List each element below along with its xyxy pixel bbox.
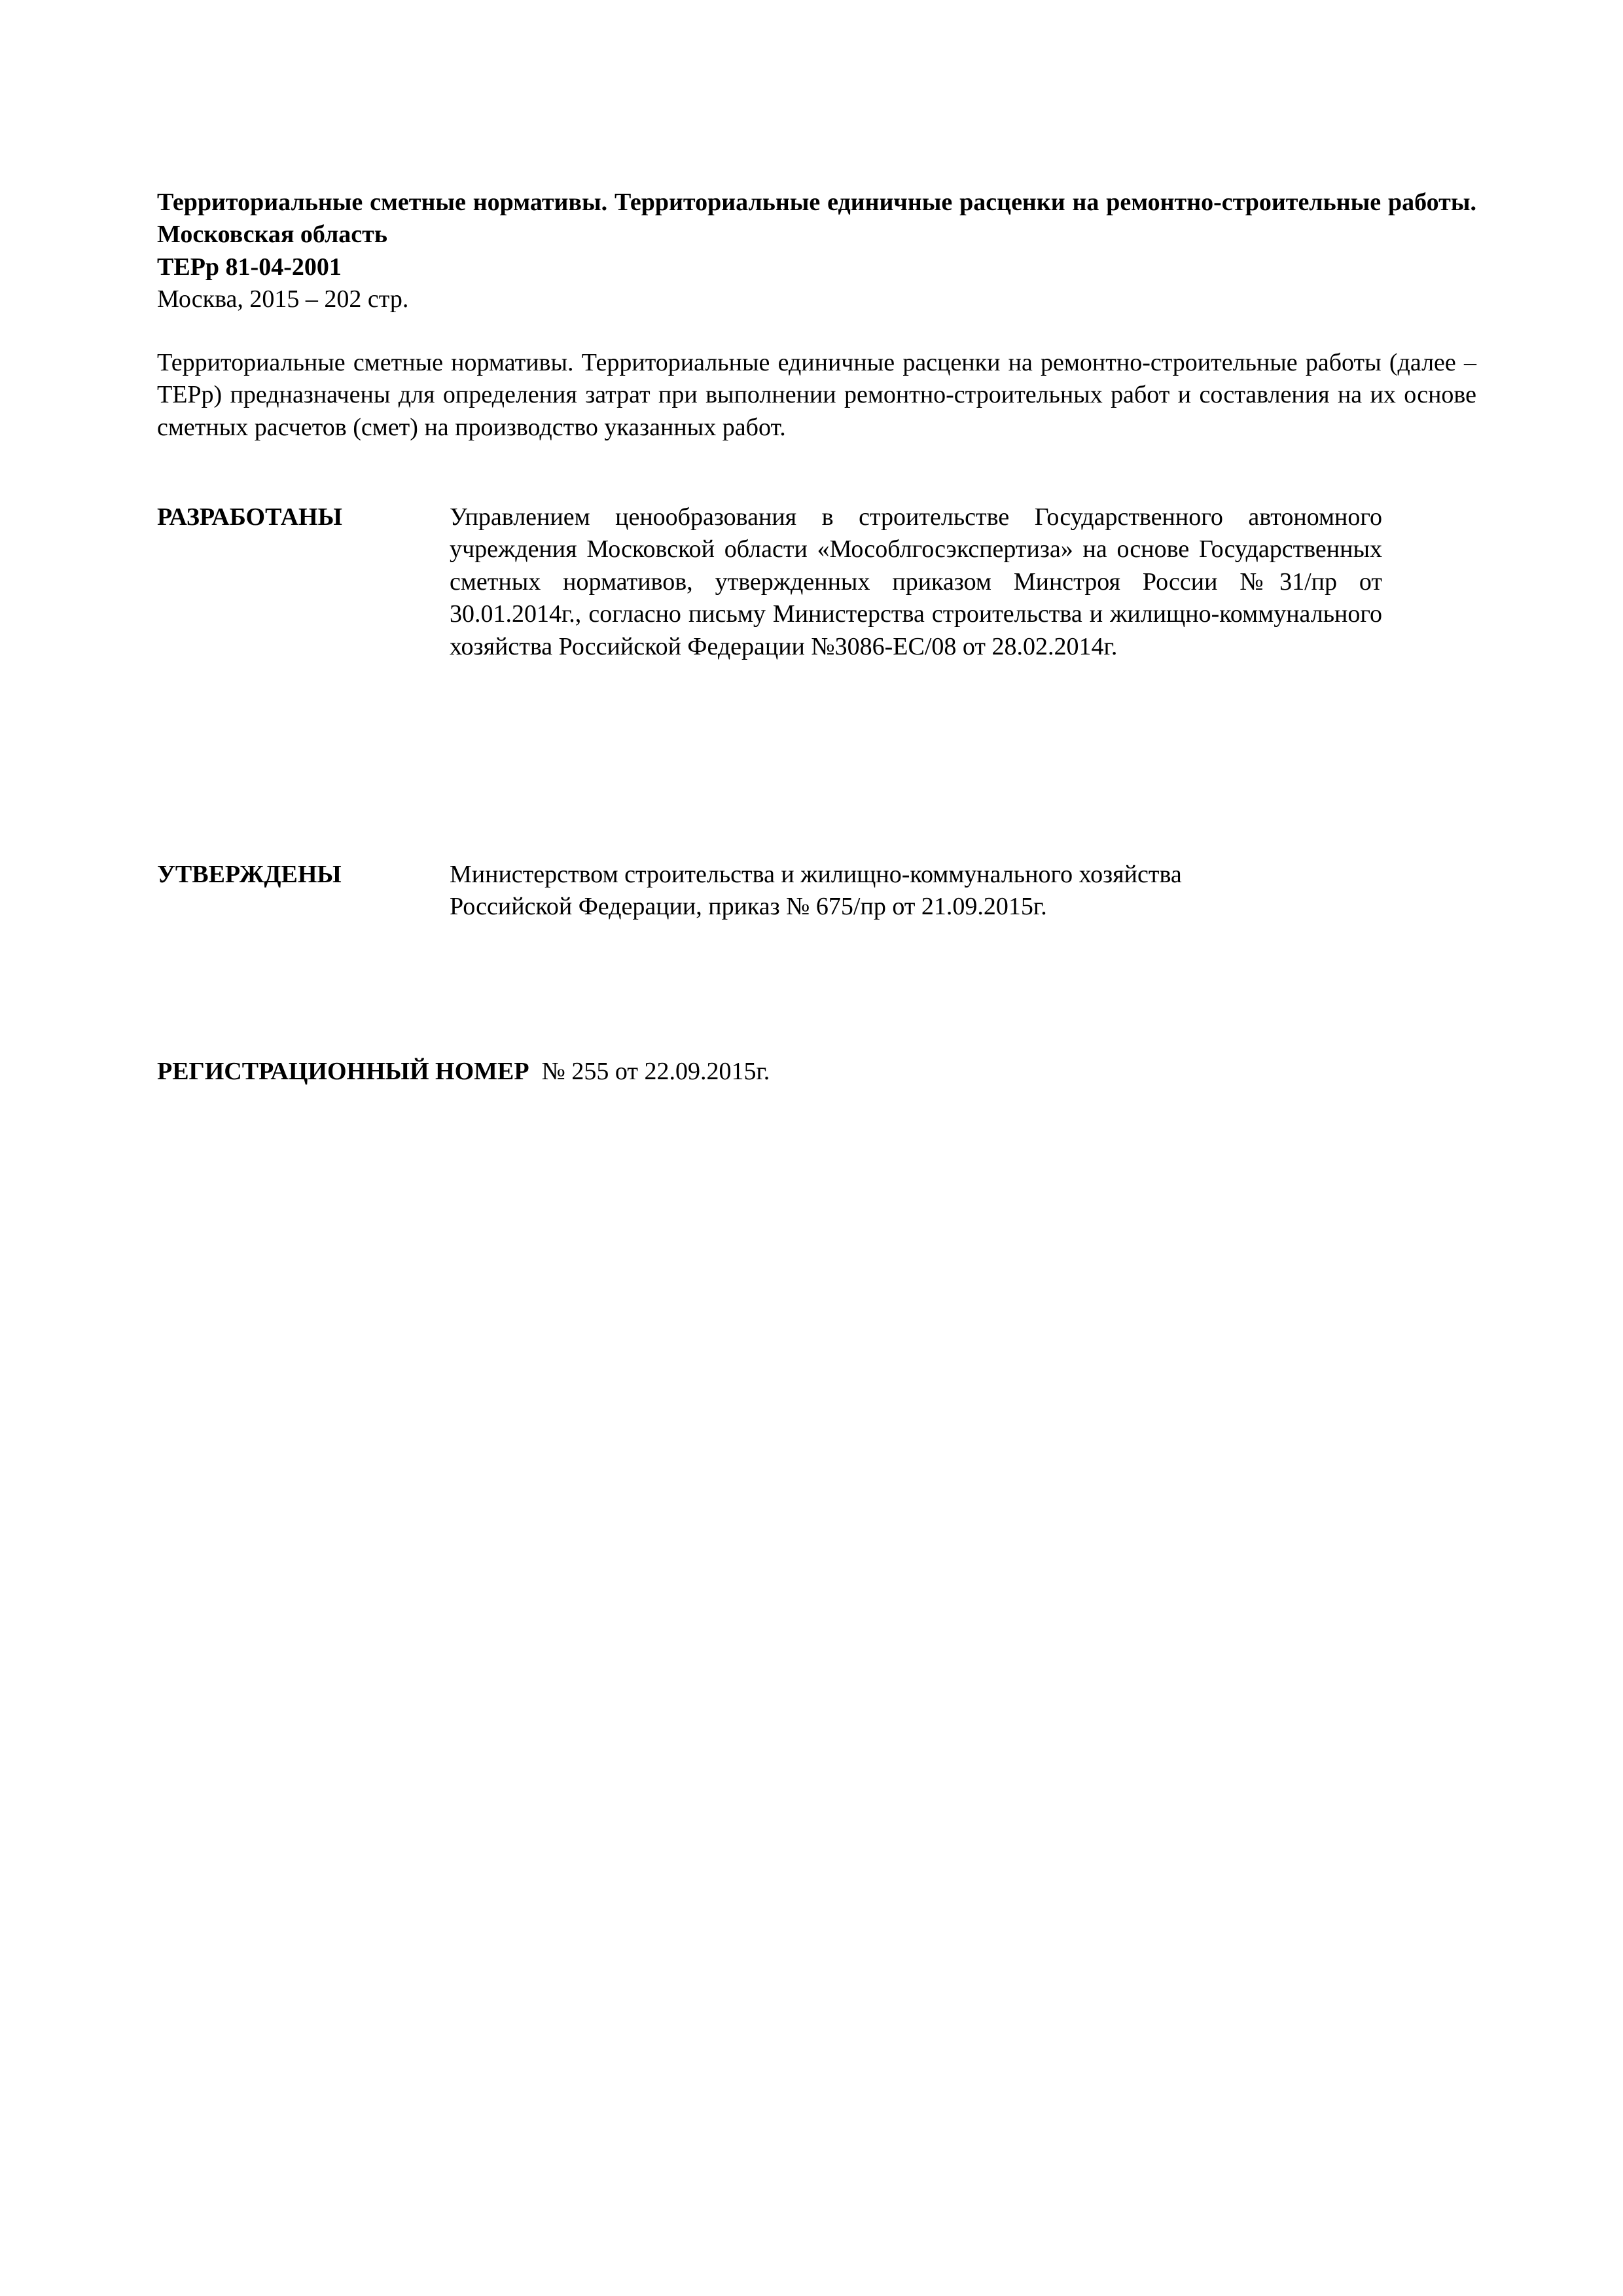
registration-value: № 255 от 22.09.2015г. xyxy=(541,1058,770,1085)
developed-text: Управлением ценообразования в строительстве Государственного автономного учреждения Московской области «Мособлгосэкспертиза» на основе Государственных сметных нормативов, утвержденных приказом Минстроя России №31/пр от 30.01.2014г., согласно письму Министерства строительства и жилищно-коммунального хозяйства Российской Федерации №3086-ЕС/08 от 28.02.2014г. xyxy=(450,503,1382,660)
approved-line-1: Министерством строительства и жилищно-коммунального хозяйства xyxy=(450,861,1182,888)
approved-line-2: Российской Федерации, приказ № 675/пр от 21.09.2015г. xyxy=(450,893,1047,921)
document-code: ТЕРр 81-04-2001 xyxy=(157,253,342,281)
approved-label: УТВЕРЖДЕНЫ xyxy=(157,861,342,888)
document-title: Территориальные сметные нормативы. Территориальные единичные расценки на ремонтно-строительные работы. Московская область xyxy=(157,188,1476,249)
developed-label: РАЗРАБОТАНЫ xyxy=(157,503,342,531)
registration-number xyxy=(157,1056,770,1088)
registration-label: РЕГИСТРАЦИОННЫЙ НОМЕР xyxy=(157,1058,529,1085)
approved-text xyxy=(450,859,1382,924)
publication-info: Москва, 2015 – 202 стр. xyxy=(157,285,409,313)
document-description: Территориальные сметные нормативы. Территориальные единичные расценки на ремонтно-строительные работы (далее – ТЕРр) предназначены для определения затрат при выполнении ремонтно-строительных работ и составления на их основе сметных расчетов (смет) на производство указанных работ. xyxy=(157,349,1476,441)
